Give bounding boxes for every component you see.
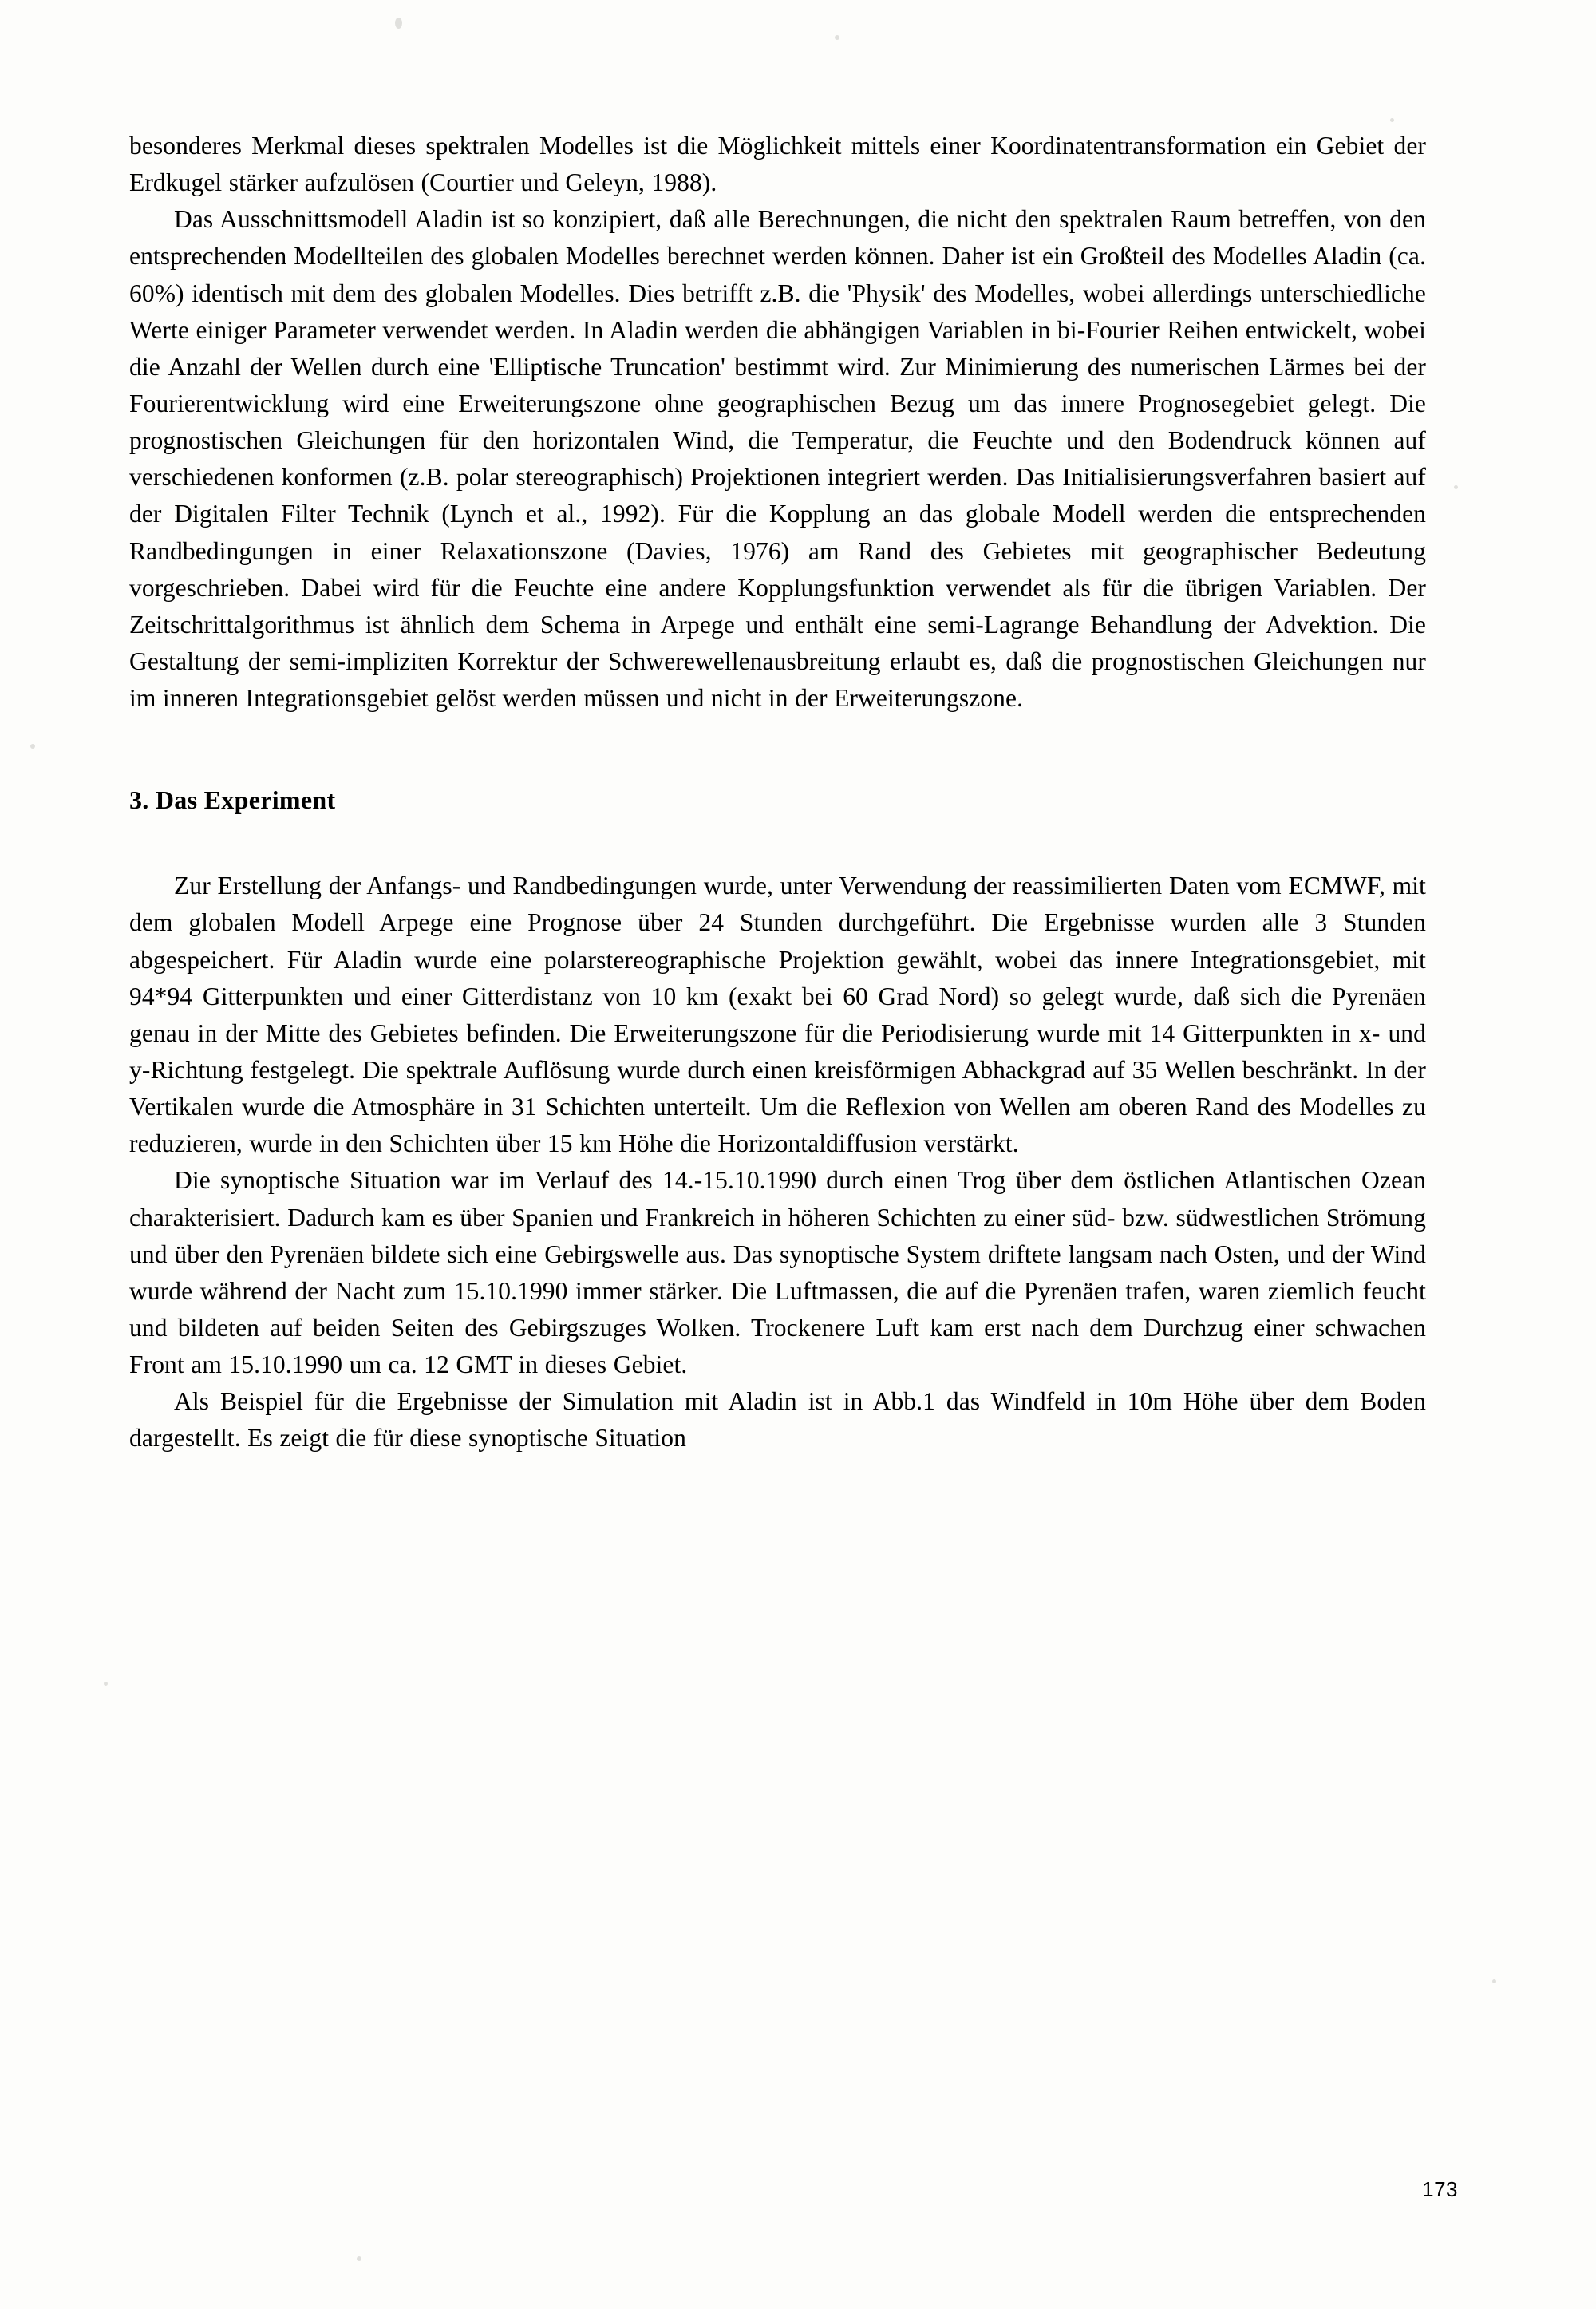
scan-speckle <box>1454 485 1458 489</box>
scan-speckle <box>357 2256 361 2261</box>
paragraph-aladin-description: Das Ausschnittsmodell Aladin ist so konzipiert, daß alle Berechnungen, die nicht den spektralen Raum betreffen, von den entsprechenden Modellteilen des globalen Modelles berechnet werden können. Daher ist ein Großteil des Modelles Aladin (ca. 60%) identisch mit dem des globalen Modelles. Dies betrifft z.B. die 'Physik' des Modelles, wobei allerdings unterschiedliche Werte einiger Parameter verwendet werden. In Aladin werden die abhängigen Variablen in bi-Fourier Reihen entwickelt, wobei die Anzahl der Wellen durch eine 'Elliptische Truncation' bestimmt wird. Zur Minimierung des numerischen Lärmes bei der Fourierentwicklung wird eine Erweiterungszone ohne geographischen Bezug um das innere Prognosegebiet gelegt. Die prognostischen Gleichungen für den horizontalen Wind, die Temperatur, die Feuchte und den Bodendruck können auf verschiedenen konformen (z.B. polar stereographisch) Projektionen integriert werden. Das Initialisierungsverfahren basiert auf der Digitalen Filter Technik (Lynch et al., 1992). Für die Kopplung an das globale Modell werden die entsprechenden Randbedingungen in einer Relaxationszone (Davies, 1976) am Rand des Gebietes mit geographischer Bedeutung vorgeschrieben. Dabei wird für die Feuchte eine andere Kopplungsfunktion verwendet als für die übrigen Variablen. Der Zeitschrittalgorithmus ist ähnlich dem Schema in Arpege und enthält eine semi-Lagrange Behandlung der Advektion. Die Gestaltung der semi-impliziten Korrektur der Schwerewellenausbreitung erlaubt es, daß die prognostischen Gleichungen nur im inneren Integrationsgebiet gelöst werden müssen und nicht in der Erweiterungszone. <box>129 205 1426 713</box>
paragraph-synoptic-situation: Die synoptische Situation war im Verlauf des 14.-15.10.1990 durch einen Trog über dem östlichen Atlantischen Ozean charakterisiert. Dadurch kam es über Spanien und Frankreich in höheren Schichten zu einer süd- bzw. südwestlichen Strömung und über den Pyrenäen bildete sich eine Gebirgswelle aus. Das synoptische System driftete langsam nach Osten, und der Wind wurde während der Nacht zum 15.10.1990 immer stärker. Die Luftmassen, die auf die Pyrenäen trafen, waren ziemlich feucht und bildeten auf beiden Seiten des Gebirgszuges Wolken. Trockenere Luft kam erst nach dem Durchzug einer schwachen Front am 15.10.1990 um ca. 12 GMT in dieses Gebiet. <box>129 1166 1426 1379</box>
scan-speckle <box>395 18 402 29</box>
paragraph-results-example: Als Beispiel für die Ergebnisse der Simulation mit Aladin ist in Abb.1 das Windfeld in 10m Höhe über dem Boden dargestellt. Es zeigt die für diese synoptische Situation <box>129 1387 1426 1453</box>
scan-speckle <box>1492 1979 1496 1983</box>
page-number: 173 <box>1422 2177 1458 2201</box>
paragraph-experiment-setup: Zur Erstellung der Anfangs- und Randbedingungen wurde, unter Verwendung der reassimilierten Daten vom ECMWF, mit dem globalen Modell Arpege eine Prognose über 24 Stunden durchgeführt. Die Ergebnisse wurden alle 3 Stunden abgespeichert. Für Aladin wurde eine polarstereographische Projektion gewählt, wobei das innere Integrationsgebiet, mit 94*94 Gitterpunkten und einer Gitterdistanz von 10 km (exakt bei 60 Grad Nord) so gelegt wurde, daß sich die Pyrenäen genau in der Mitte des Gebietes befinden. Die Erweiterungszone für die Periodisierung wurde mit 14 Gitterpunkten in x- und y-Richtung festgelegt. Die spektrale Auflösung wurde durch einen kreisförmigen Abhackgrad auf 35 Wellen beschränkt. In der Vertikalen wurde die Atmosphäre in 31 Schichten unterteilt. Um die Reflexion von Wellen am oberen Rand des Modelles zu reduzieren, wurde in den Schichten über 15 km Höhe die Horizontaldiffusion verstärkt. <box>129 872 1426 1158</box>
scan-speckle <box>104 1682 108 1686</box>
paragraph-intro: besonderes Merkmal dieses spektralen Modelles ist die Möglichkeit mittels einer Koordinatentransformation ein Gebiet der Erdkugel stärker aufzulösen (Courtier und Geleyn, 1988). <box>129 132 1426 197</box>
scan-speckle <box>30 744 35 749</box>
scan-speckle <box>1390 118 1394 122</box>
scan-speckle <box>835 35 839 40</box>
section-heading-experiment: 3. Das Experiment <box>129 785 336 815</box>
document-body <box>129 128 1426 1457</box>
spacer <box>129 815 1426 868</box>
spacer <box>129 717 1426 785</box>
